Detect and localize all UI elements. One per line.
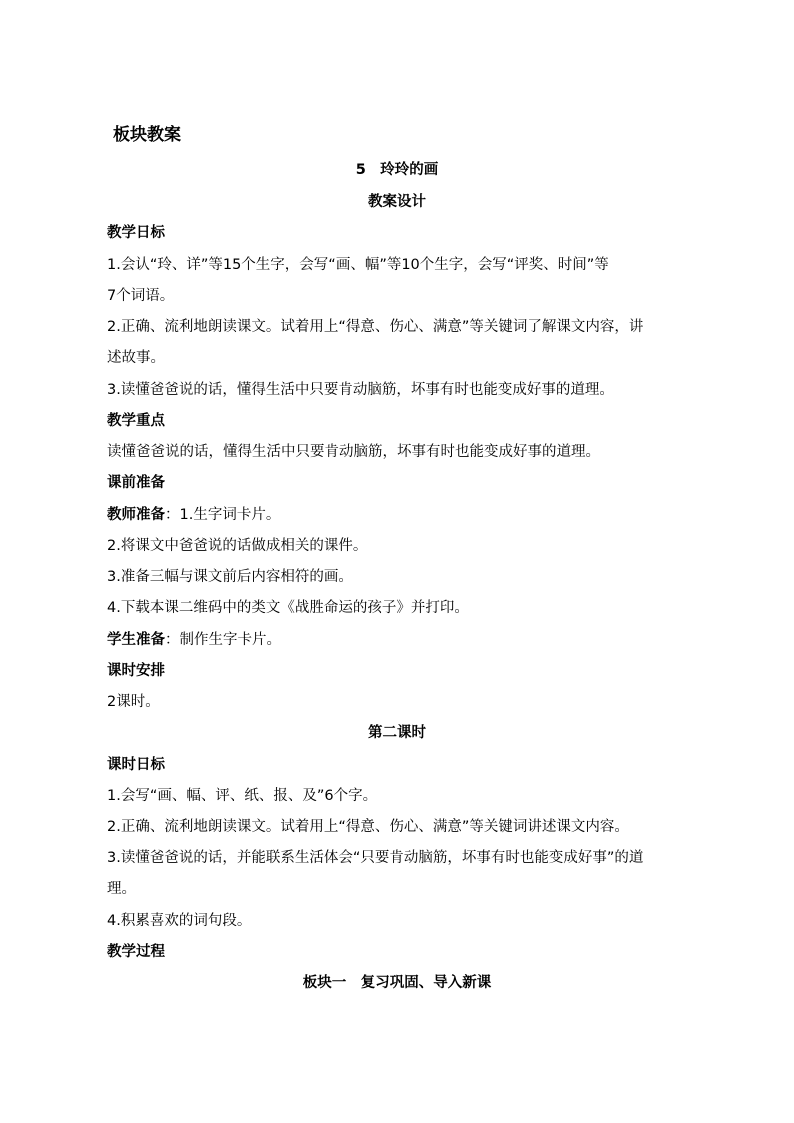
lesson-title: 5 玲玲的画 (355, 162, 439, 178)
lesson-objective-1: 1.会写“画、幅、评、纸、报、及”6个字。 (107, 788, 378, 804)
objective-3: 3.读懂爸爸说的话，懂得生活中只要肯动脑筋，坏事有时也能变成好事的道理。 (107, 382, 614, 398)
student-prep (107, 631, 281, 649)
teacher-prep-label: 教师准备 (107, 507, 165, 523)
lesson-objective-3-line2: 理。 (107, 881, 136, 897)
objective-2-line2: 述故事。 (107, 350, 165, 366)
objective-2-line1: 2.正确、流利地朗读课文。试着用上“得意、伤心、满意”等关键词了解课文内容，讲 (107, 319, 644, 335)
schedule-text: 2课时。 (107, 694, 160, 710)
second-lesson-heading: 第二课时 (368, 725, 426, 741)
objectives-heading: 教学日标 (107, 225, 165, 241)
student-prep-label: 学生准备 (107, 632, 165, 648)
schedule-heading: 课时安排 (107, 663, 165, 679)
process-heading: 教学过程 (107, 944, 165, 960)
preparation-heading: 课前准备 (107, 475, 165, 491)
lesson-objective-2: 2.正确、流利地朗读课文。试着用上“得意、伤心、满意”等关键词讲述课文内容。 (107, 819, 629, 835)
prep-item-3: 3.准备三幅与课文前后内容相符的画。 (107, 569, 353, 585)
key-points-text: 读懂爸爸说的话，懂得生活中只要肯动脑筋，坏事有时也能变成好事的道理。 (107, 444, 600, 460)
teacher-prep (107, 506, 280, 524)
lesson-objectives-heading: 课时日标 (107, 757, 165, 773)
teacher-prep-text: ：1.生字词卡片。 (165, 507, 281, 523)
objective-1-line1: 1.会认“玲、详”等15个生字，会写“画、幅”等10个生字，会写“评奖、时间”等 (107, 257, 609, 273)
design-heading: 教案设计 (368, 194, 426, 210)
section-title: 板块教案 (113, 125, 181, 145)
lesson-objective-4: 4.积累喜欢的词句段。 (107, 913, 252, 929)
block-one-heading: 板块一 复习巩固、导入新课 (302, 975, 492, 991)
student-prep-text: ：制作生字卡片。 (165, 632, 281, 648)
lesson-objective-3-line1: 3.读懂爸爸说的话，并能联系生活体会“只要肯动脑筋，坏事有时也能变成好事”的道 (107, 850, 644, 866)
prep-item-4: 4.下载本课二维码中的类文《战胜命运的孩子》并打印。 (107, 600, 469, 616)
objective-1-line2: 7个词语。 (107, 288, 175, 304)
prep-item-2: 2.将课文中爸爸说的话做成相关的课件。 (107, 538, 368, 554)
key-points-heading: 教学重点 (107, 413, 165, 429)
